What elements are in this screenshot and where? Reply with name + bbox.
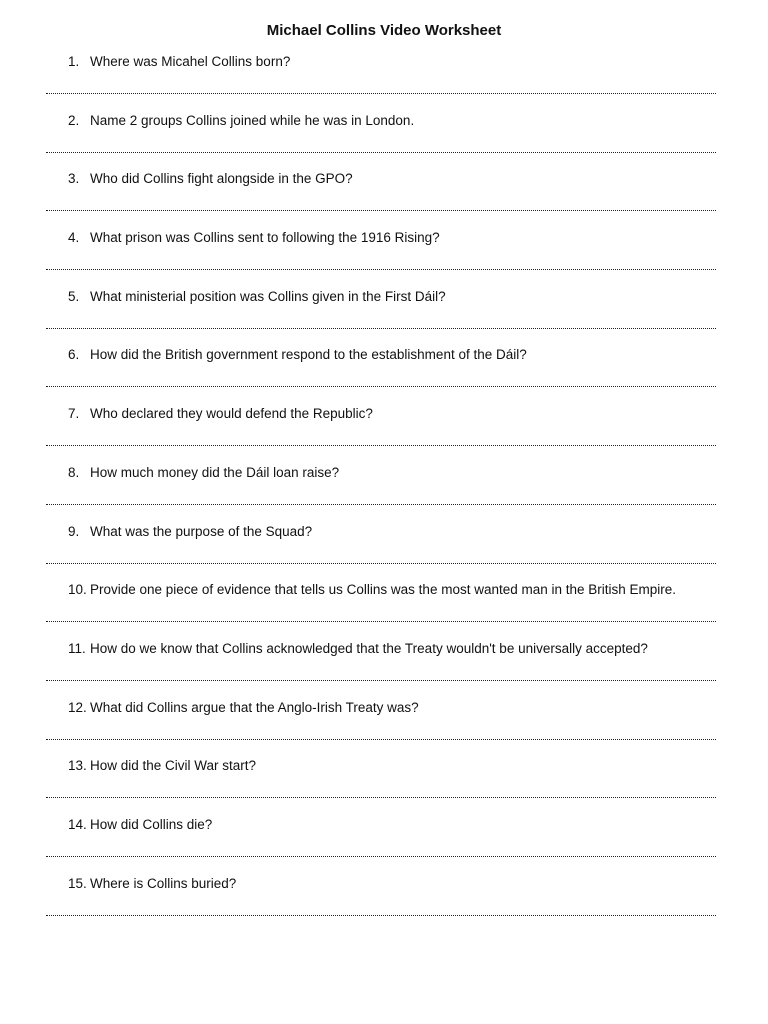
question-prompt [68,581,728,599]
answer-line[interactable] [46,855,716,857]
question-number: 1. [68,54,80,69]
question-number: 8. [68,464,80,480]
question-item [0,639,768,698]
question-list [0,52,768,932]
question-number: 11. [68,640,86,656]
question-item [0,815,768,874]
question-prompt [68,170,728,188]
question-item [0,287,768,346]
question-prompt [68,112,728,130]
question-prompt [68,875,728,893]
question-item [0,756,768,815]
question-number: 2. [68,112,80,128]
answer-line[interactable] [46,385,716,387]
answer-line[interactable] [46,503,716,505]
question-text: How do we know that Collins acknowledged that the Treaty wouldn't be universally accepted? [90,640,648,656]
question-number: 12. [68,699,87,715]
question-item [0,169,768,228]
answer-line[interactable] [46,209,716,211]
question-prompt [68,816,728,834]
question-prompt [68,464,728,482]
question-prompt [68,405,728,423]
question-prompt [68,229,728,247]
answer-line[interactable] [46,151,716,153]
question-text: How did the British government respond to the establishment of the Dáil? [90,347,527,363]
question-number: 3. [68,171,80,187]
answer-line[interactable] [46,738,716,740]
answer-line[interactable] [46,679,716,681]
answer-line[interactable] [46,914,716,916]
question-prompt [68,757,728,775]
question-item [0,52,768,111]
answer-line[interactable] [46,444,716,446]
answer-line[interactable] [46,92,716,94]
answer-line[interactable] [46,796,716,798]
question-text: How did Collins die? [90,816,213,832]
question-number: 6. [68,347,80,363]
question-prompt [68,640,728,658]
answer-line[interactable] [46,562,716,564]
question-number: 14. [68,816,87,832]
question-text: Who did Collins fight alongside in the GPO? [90,171,353,187]
question-text: How did the Civil War start? [90,758,257,774]
question-prompt [68,346,728,364]
answer-line[interactable] [46,268,716,270]
question-text: What was the purpose of the Squad? [90,523,313,539]
question-text: Where is Collins buried? [90,875,237,891]
question-prompt [68,699,728,717]
question-text: Provide one piece of evidence that tells us Collins was the most wanted man in the British Empire. [90,582,677,598]
question-number: 9. [68,523,80,539]
question-text: What ministerial position was Collins given in the First Dáil? [90,288,446,304]
answer-line[interactable] [46,327,716,329]
question-text: Who declared they would defend the Republic? [90,406,373,422]
question-number: 15. [68,875,87,891]
question-item [0,463,768,522]
question-prompt [68,523,728,541]
question-prompt [68,53,728,71]
worksheet-title: Michael Collins Video Worksheet [266,22,502,39]
question-text: Name 2 groups Collins joined while he was in London. [90,112,415,128]
question-number: 5. [68,288,80,304]
question-number: 4. [68,230,80,246]
question-item [0,404,768,463]
question-item [0,580,768,639]
answer-line[interactable] [46,620,716,622]
question-number: 10. [68,582,87,598]
question-item [0,874,768,933]
question-item [0,522,768,581]
question-number: 13. [68,758,87,774]
question-item [0,228,768,287]
question-number: 7. [68,406,80,422]
question-prompt [68,288,728,306]
question-text: What did Collins argue that the Anglo-Irish Treaty was? [90,699,419,715]
question-text: What prison was Collins sent to following the 1916 Rising? [90,230,440,246]
question-text: How much money did the Dáil loan raise? [90,464,340,480]
question-item [0,111,768,170]
question-item [0,698,768,757]
question-text: Where was Micahel Collins born? [90,54,291,69]
question-item [0,345,768,404]
